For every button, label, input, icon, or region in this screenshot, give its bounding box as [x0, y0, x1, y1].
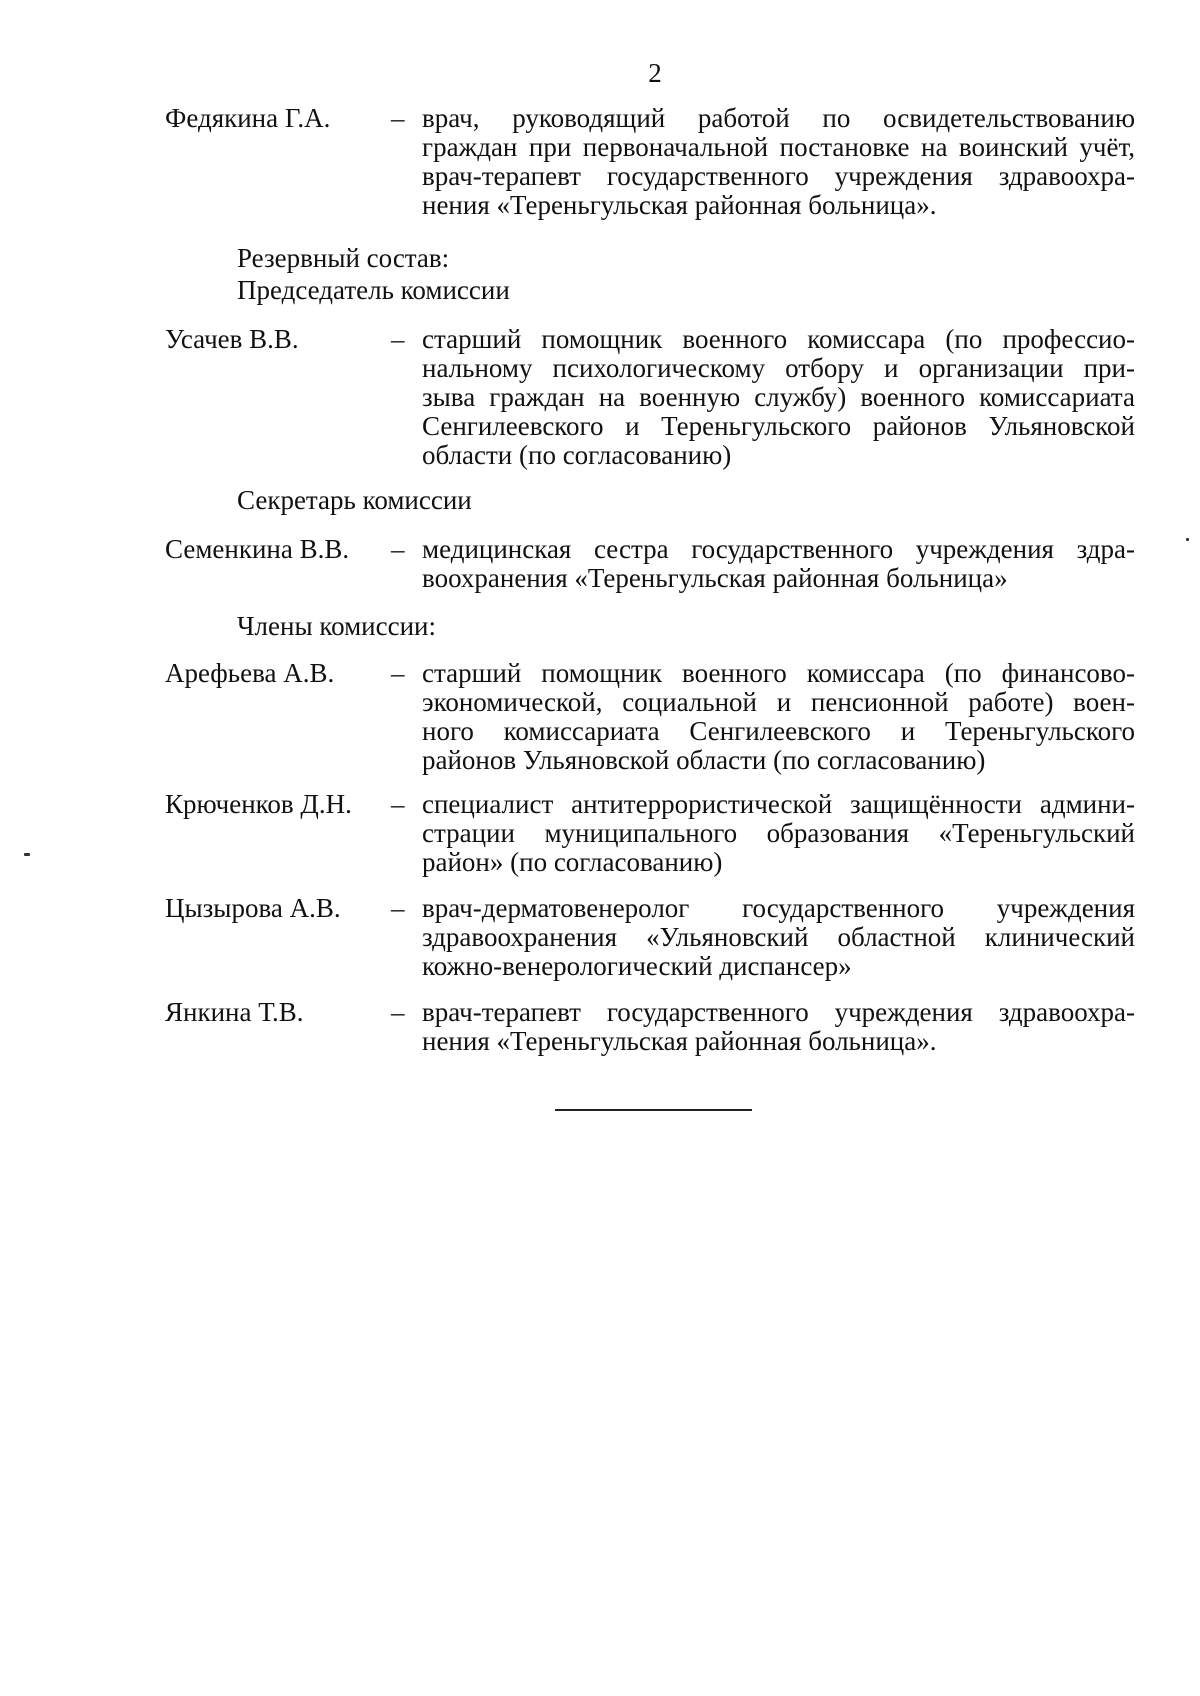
description-line: воохранения «Тереньгульская районная больница»	[422, 563, 1008, 593]
description-line: врач-терапевт государственного учреждения здравоохра-	[422, 161, 1135, 191]
person-name: Арефьева А.В.	[165, 658, 335, 688]
entry-fedyakina	[165, 104, 1135, 220]
dash: –	[391, 658, 405, 688]
position-description	[422, 790, 1135, 877]
description-line: зыва граждан на военную службу) военного комиссариата	[422, 382, 1135, 412]
description-line: нения «Тереньгульская районная больница».	[422, 1026, 937, 1056]
heading-reserve: Резервный состав:	[237, 243, 450, 273]
position-description	[422, 998, 1135, 1056]
entry-usachev	[165, 325, 1135, 470]
description-line: врач-дерматовенеролог государственного учреждения	[422, 893, 1135, 923]
entry-yankina	[165, 998, 1135, 1056]
description-line: здравоохранения «Ульяновский областной клинический	[422, 922, 1135, 952]
description-line: Сенгилеевского и Тереньгульского районов Ульяновской	[422, 411, 1135, 441]
position-description	[422, 535, 1135, 593]
person-name: Усачев В.В.	[165, 324, 299, 354]
heading-members: Члены комиссии:	[237, 611, 436, 641]
description-line: нения «Тереньгульская районная больница».	[422, 190, 937, 220]
dash: –	[391, 789, 405, 819]
dash: –	[391, 534, 405, 564]
description-line: старший помощник военного комиссара (по финансово-	[422, 658, 1135, 688]
description-line: экономической, социальной и пенсионной работе) воен-	[422, 687, 1135, 717]
heading-chairman: Председатель комиссии	[237, 275, 510, 305]
person-name: Крюченков Д.Н.	[165, 789, 352, 819]
dash: –	[391, 997, 405, 1027]
description-line: граждан при первоначальной постановке на воинский учёт,	[422, 132, 1135, 162]
entry-tsyzyrova	[165, 894, 1135, 981]
position-description	[422, 894, 1135, 981]
entry-arefyeva	[165, 659, 1135, 775]
description-line: врач-терапевт государственного учреждения здравоохра-	[422, 997, 1135, 1027]
dash: –	[391, 893, 405, 923]
description-line: врач, руководящий работой по освидетельствованию	[422, 103, 1135, 133]
page-number: 2	[648, 58, 662, 88]
person-name: Янкина Т.В.	[165, 997, 304, 1027]
scan-speck	[24, 853, 30, 856]
description-line: страции муниципального образования «Тереньгульский	[422, 818, 1135, 848]
dash: –	[391, 103, 405, 133]
scan-speck	[1186, 538, 1189, 541]
entry-semenkina	[165, 535, 1135, 593]
description-line: области (по согласованию)	[422, 440, 732, 470]
position-description	[422, 659, 1135, 775]
description-line: медицинская сестра государственного учреждения здра-	[422, 534, 1135, 564]
description-line: специалист антитеррористической защищённости админи-	[422, 789, 1135, 819]
description-line: нальному психологическому отбору и организации при-	[422, 353, 1135, 383]
closing-rule	[555, 1109, 752, 1111]
position-description	[422, 104, 1135, 220]
position-description	[422, 325, 1135, 470]
description-line: старший помощник военного комиссара (по профессио-	[422, 324, 1135, 354]
heading-secretary: Секретарь комиссии	[237, 485, 472, 515]
person-name: Цызырова А.В.	[165, 893, 341, 923]
dash: –	[391, 324, 405, 354]
description-line: кожно-венерологический диспансер»	[422, 951, 852, 981]
description-line: ного комиссариата Сенгилеевского и Тереньгульского	[422, 716, 1135, 746]
entry-kryuchenkov	[165, 790, 1135, 877]
description-line: районов Ульяновской области (по согласованию)	[422, 745, 986, 775]
description-line: район» (по согласованию)	[422, 847, 723, 877]
person-name: Федякина Г.А.	[165, 103, 331, 133]
person-name: Семенкина В.В.	[165, 534, 350, 564]
